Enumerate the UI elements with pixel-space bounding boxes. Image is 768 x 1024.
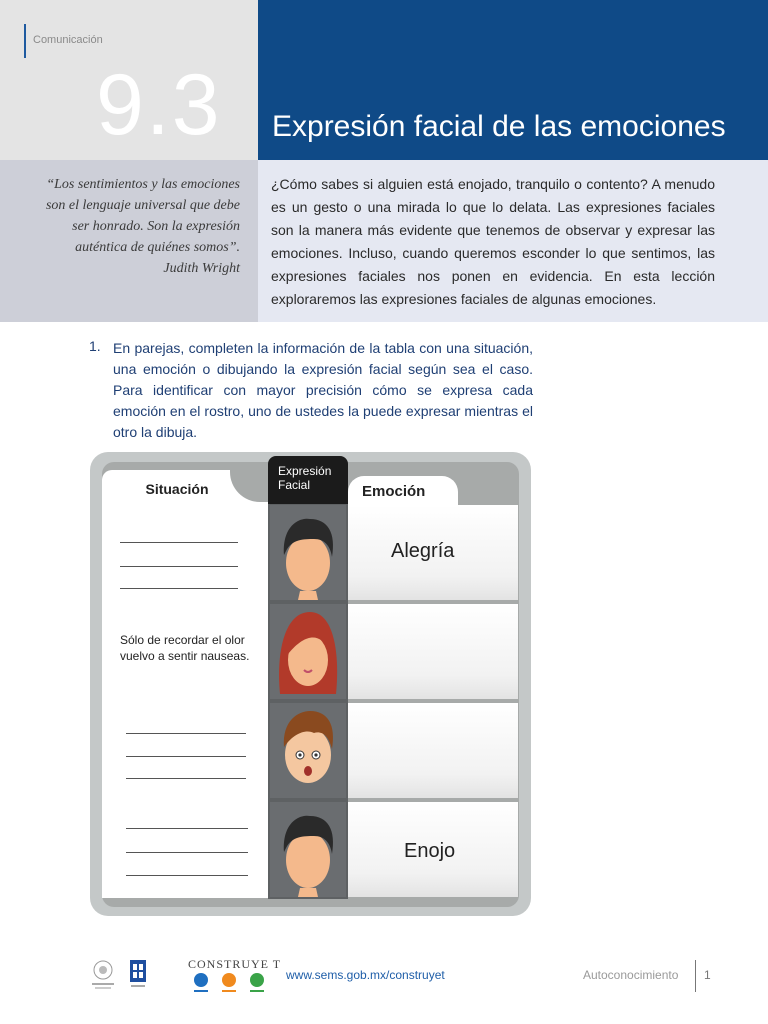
construyet-url[interactable]: www.sems.gob.mx/construyet	[286, 968, 445, 982]
lesson-number: 9.3	[96, 57, 222, 153]
situation-line[interactable]	[126, 756, 246, 757]
epigraph-quote	[40, 174, 240, 279]
boy-neutral-face-icon	[270, 505, 346, 600]
emotion-label-row-4: Enojo	[404, 840, 456, 862]
construye-t-brand: CONSTRUYE T	[188, 957, 282, 971]
undp-logo-icon	[128, 958, 148, 992]
situation-line[interactable]	[120, 542, 238, 543]
face-header: Expresión Facial	[278, 464, 332, 492]
government-seal-icon	[88, 958, 118, 992]
woman-face-icon	[270, 604, 346, 699]
face-cell-row-3	[270, 703, 346, 798]
emotion-header: Emoción	[362, 483, 426, 500]
situation-line[interactable]	[126, 828, 248, 829]
boy-surprised-face-icon	[270, 703, 346, 798]
face-cell-row-2	[270, 604, 346, 699]
situation-line[interactable]	[126, 875, 248, 876]
face-cell-row-1	[270, 505, 346, 600]
face-cell-row-4	[270, 802, 346, 897]
situation-line[interactable]	[126, 733, 246, 734]
section-marker	[24, 24, 26, 58]
emotion-cell-row-3[interactable]	[348, 703, 518, 798]
intro-paragraph: ¿Cómo sabes si alguien está enojado, tranquilo o contento? A menudo es un gesto o una mirada lo que lo delata. Las expresiones faciales son la manera más evidente que tenemos de observar y expresar las emociones. Incluso, cuando queremos esconder lo que sentimos, las expresiones faciales nos ponen en evidencia. En esta lección exploraremos las expresiones faciales de algunas emociones.	[271, 176, 715, 307]
situation-header: Situación	[145, 481, 209, 497]
situation-line[interactable]	[126, 852, 248, 853]
activity-instructions: En parejas, completen la información de la tabla con una situación, una emoción o dibujando la expresión facial según sea el caso. Para identificar con mayor precisión cómo se expresa cada emoción en el rostro, uno de ustedes la puede expresar mientras el otro la dibuja.	[113, 340, 533, 440]
page-number: 1	[704, 968, 711, 982]
situation-line[interactable]	[120, 588, 238, 589]
situation-text-row-2: Sólo de recordar el olor vuelvo a sentir nauseas.	[120, 633, 250, 663]
footer-divider	[695, 960, 696, 992]
quote-author: Judith Wright	[163, 261, 240, 276]
situation-column	[102, 470, 270, 898]
lesson-title: Expresión facial de las emociones	[272, 110, 726, 143]
footer-section-label: Autoconocimiento	[583, 968, 679, 982]
emotion-label-row-1: Alegría	[391, 540, 455, 562]
situation-line[interactable]	[126, 778, 246, 779]
situation-line[interactable]	[120, 566, 238, 567]
emotion-cell-row-2[interactable]	[348, 604, 518, 699]
activity-number: 1.	[89, 338, 101, 354]
boy-neutral-face-icon	[270, 802, 346, 897]
section-label: Comunicación	[33, 34, 103, 46]
construye-t-dimension-icons	[192, 972, 272, 996]
quote-text: “Los sentimientos y las emociones son el lenguaje universal que debe ser honrado. Son la expresión auténtica de quiénes somos”.	[45, 177, 240, 255]
